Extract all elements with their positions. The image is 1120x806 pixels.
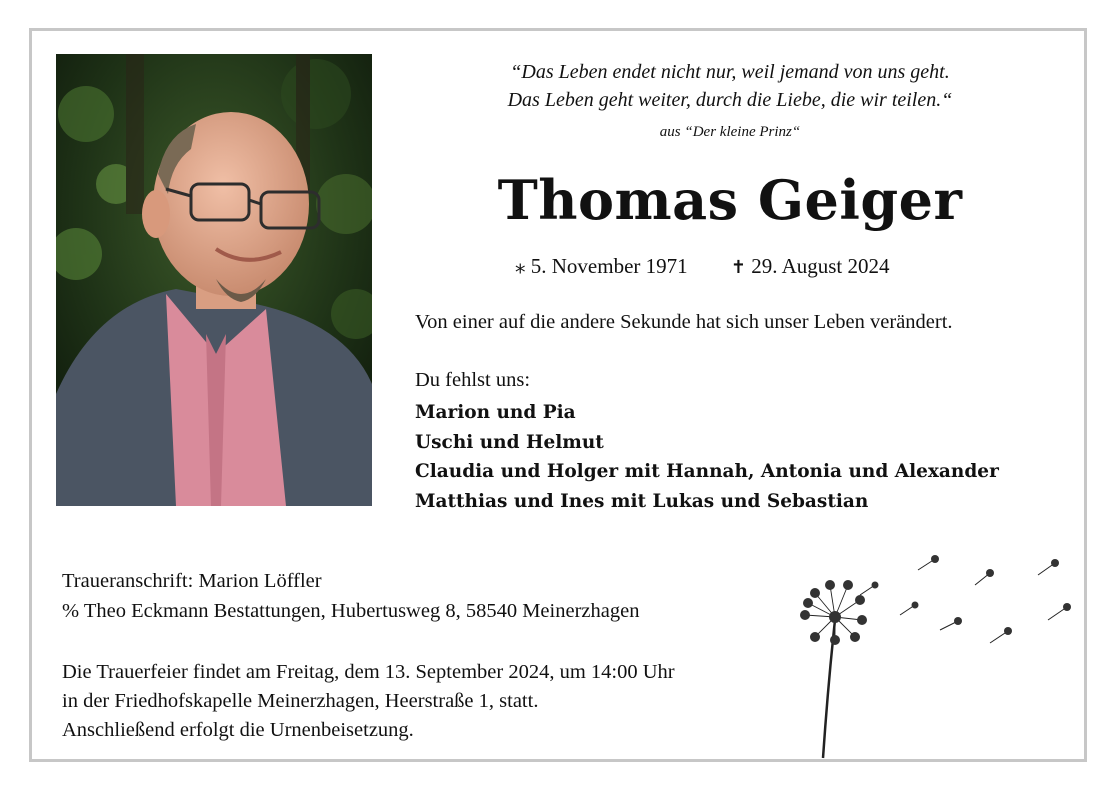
ceremony-line-1: Die Trauerfeier findet am Freitag, dem 13. September 2024, um 14:00 Uhr (62, 661, 675, 683)
quote-line-2: Das Leben geht weiter, durch die Liebe, die wir teilen.“ (507, 89, 953, 111)
dandelion-icon (790, 545, 1085, 760)
missing-you-text: Du fehlst uns: (415, 369, 531, 391)
quote-source: aus “Der kleine Prinz“ (659, 124, 801, 140)
ceremony-line-2: in der Friedhofskapelle Meinerzhagen, Heerstraße 1, statt. (62, 690, 539, 712)
portrait-photo (56, 54, 372, 506)
address-line-1: Traueranschrift: Marion Löffler (62, 570, 322, 592)
mourner-line: Matthias und Ines mit Lukas und Sebastian (415, 490, 869, 512)
mourners-list (415, 398, 999, 516)
mourner-line: Uschi und Helmut (415, 431, 604, 453)
mourning-address (62, 566, 639, 626)
birth-date-text: 5. November 1971 (530, 254, 688, 278)
quote-block (420, 58, 1040, 114)
ceremony-line-3: Anschließend erfolgt die Urnenbeisetzung. (62, 719, 414, 741)
mourner-line: Claudia und Holger mit Hannah, Antonia und Alexander (415, 461, 999, 482)
death-date (731, 254, 890, 278)
mourner-line: Marion und Pia (415, 402, 576, 423)
deceased-name: Thomas Geiger (497, 168, 963, 232)
ceremony-info (62, 658, 675, 745)
intro-text: Von einer auf die andere Sekunde hat sich unser Leben verändert. (415, 311, 953, 333)
address-line-2: % Theo Eckmann Bestattungen, Hubertusweg 8, 58540 Meinerzhagen (62, 600, 640, 622)
birth-date (515, 254, 693, 278)
life-dates (515, 254, 890, 279)
birth-star-icon: ⁎ (515, 254, 526, 278)
quote-line-1: “Das Leben endet nicht nur, weil jemand von uns geht. (510, 61, 950, 83)
death-date-text: 29. August 2024 (751, 254, 890, 278)
cross-icon: ✝ (730, 257, 746, 278)
